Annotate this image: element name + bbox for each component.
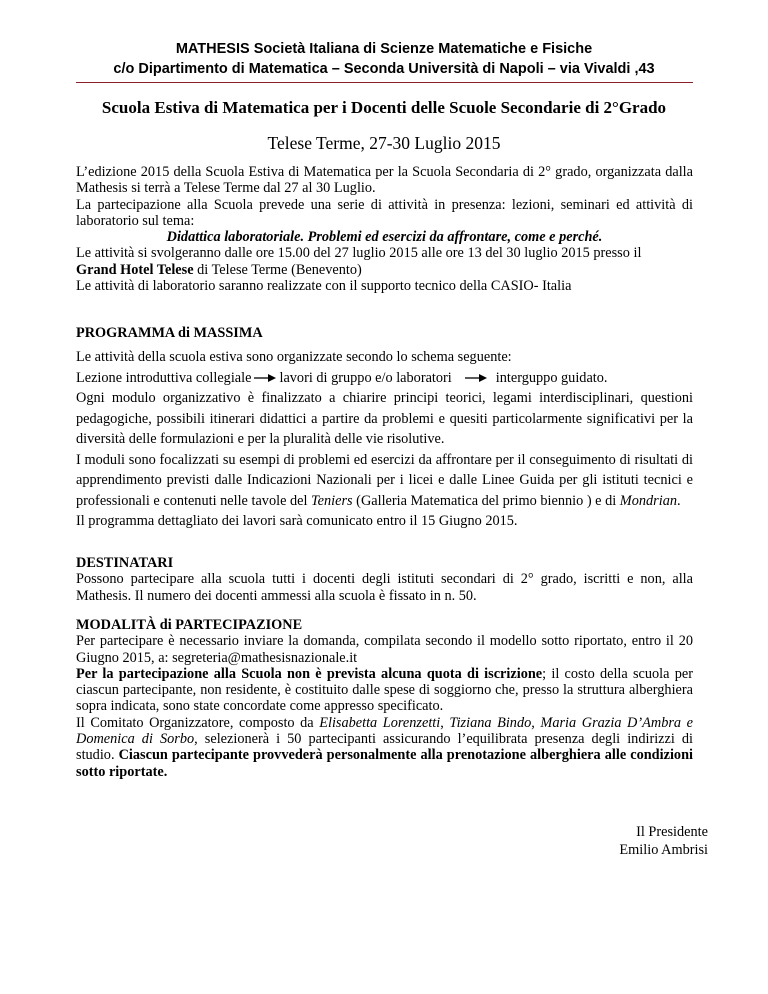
programma-heading: PROGRAMMA di MASSIMA: [76, 325, 263, 341]
header-rule: [76, 82, 693, 83]
destinatari-text: Possono partecipare alla scuola tutti i docenti degli istituti secondari di 2° grado, iscritti e non, alla Mathesis. Il numero dei docenti ammessi alla scuola è fissato in n. 50.: [76, 571, 693, 604]
modalita-p3-intro: Il Comitato Organizzatore, composto da: [76, 714, 320, 731]
hotel-name: Grand Hotel Telese: [76, 261, 194, 278]
intro-theme: Didattica laboratoriale. Problemi ed esercizi da affrontare, come e perché.: [166, 229, 603, 246]
header-address: c/o Dipartimento di Matematica – Seconda Università di Napoli – via Vivaldi ,43: [113, 61, 655, 77]
teniers-ref: Teniers: [311, 492, 353, 509]
arrow-right-icon: [465, 373, 487, 383]
modalita-p3-bold: Ciascun partecipante provvederà personalmente alla prenotazione alberghiera alle condizioni sotto riportate.: [76, 747, 693, 780]
programma-p2-end: .: [677, 492, 681, 509]
arrow-right-icon: [254, 373, 276, 383]
destinatari-heading: DESTINATARI: [76, 555, 174, 571]
member-2: Tiziana Bindo: [449, 714, 532, 731]
programma-p2-text: I moduli sono focalizzati su esempi di problemi ed esercizi da affrontare per il conseguimento di risultati di apprendimento previsti dalle Indicazioni Nazionali per i licei e dalle Linee Guida per gli istituti tecnici e professionali e contenuti nelle tavole del: [76, 451, 693, 509]
modalita-p3-text: , selezionerà i 50 partecipanti assicurando l’equilibrata presenza degli indirizzi di studio.: [76, 731, 694, 764]
intro-section: [76, 164, 693, 294]
intro-paragraph-4: Le attività di laboratorio saranno realizzate con il supporto tecnico della CASIO- Italia: [76, 278, 572, 295]
modalita-p3-sep1: ,: [440, 714, 450, 731]
signature-role: Il Presidente: [636, 824, 708, 840]
programma-section: [76, 347, 693, 532]
programma-paragraph-2: [76, 450, 693, 512]
signature-name: Emilio Ambrisi: [619, 842, 708, 858]
modalita-p2-bold: Per la partecipazione alla Scuola non è prevista alcuna quota di iscrizione: [76, 665, 543, 682]
modalita-paragraph-3: [76, 715, 693, 780]
programma-paragraph-3: Il programma dettagliato dei lavori sarà comunicato entro il 15 Giugno 2015.: [76, 513, 518, 529]
modalita-section: [76, 617, 693, 780]
member-3-4: Maria Grazia D’Ambra e Domenica di Sorbo: [76, 714, 693, 748]
member-1: Elisabetta Lorenzetti: [319, 714, 441, 731]
flow-step-lavori: lavori di gruppo e/o laboratori: [279, 369, 452, 386]
flow-step-intergruppo: interguppo guidato.: [495, 369, 608, 386]
intro-paragraph-3: [76, 245, 693, 278]
destinatari-section: [76, 555, 693, 604]
modalita-p3-sep2: ,: [531, 714, 541, 731]
intro-paragraph-1: L’edizione 2015 della Scuola Estiva di Matematica per la Scuola Secondaria di 2° grado, organizzata dalla Mathesis si terrà a Telese Terme dal 27 al 30 Luglio.: [76, 164, 693, 197]
modalita-paragraph-1: Per partecipare è necessario inviare la domanda, compilata secondo il modello sotto riportato, entro il 20 Giugno 2015, a: segreteria@mathesisnazionale.it: [76, 633, 693, 666]
intro-p3-text: Le attività si svolgeranno dalle ore 15.00 del 27 luglio 2015 alle ore 13 del 30 luglio 2015 presso il: [76, 245, 642, 262]
header-organization: MATHESIS Società Italiana di Scienze Matematiche e Fisiche: [175, 41, 593, 57]
programma-paragraph-1: Ogni modulo organizzativo è finalizzato a chiarire principi teorici, legami interdisciplinari, questioni pedagogiche, possibili itinerari didattici a partire da problemi e quesiti particolarmente significativi per la diversità delle formulazioni e per la pluralità delle vie risolutive.: [76, 390, 693, 447]
flow-step-lezione: Lezione introduttiva collegiale: [76, 369, 252, 386]
modalita-heading: MODALITÀ di PARTECIPAZIONE: [76, 617, 303, 633]
modalita-paragraph-2: [76, 666, 693, 715]
mondrian-ref: Mondrian: [619, 492, 677, 509]
programma-line-1: Le attività della scuola estiva sono organizzate secondo lo schema seguente:: [76, 349, 512, 365]
modalita-p2-text: ; il costo della scuola per ciascun partecipante, non residente, è costituito dalle spese di soggiorno che, presso la struttura alberghiera sopra indicata, sono state concordate come appresso specificato.: [76, 665, 693, 715]
programma-flow: [76, 368, 693, 389]
document-title: Scuola Estiva di Matematica per i Docenti delle Scuole Secondarie di 2°Grado: [101, 98, 667, 117]
document-subtitle: Telese Terme, 27-30 Luglio 2015: [267, 133, 501, 153]
programma-p2-middle: (Galleria Matematica del primo biennio ) e di: [352, 492, 620, 509]
intro-paragraph-2: La partecipazione alla Scuola prevede una serie di attività in presenza: lezioni, seminari ed attività di laboratorio sul tema:: [76, 196, 693, 229]
intro-p3-location: di Telese Terme (Benevento): [193, 261, 362, 278]
signature-block: [548, 823, 708, 859]
